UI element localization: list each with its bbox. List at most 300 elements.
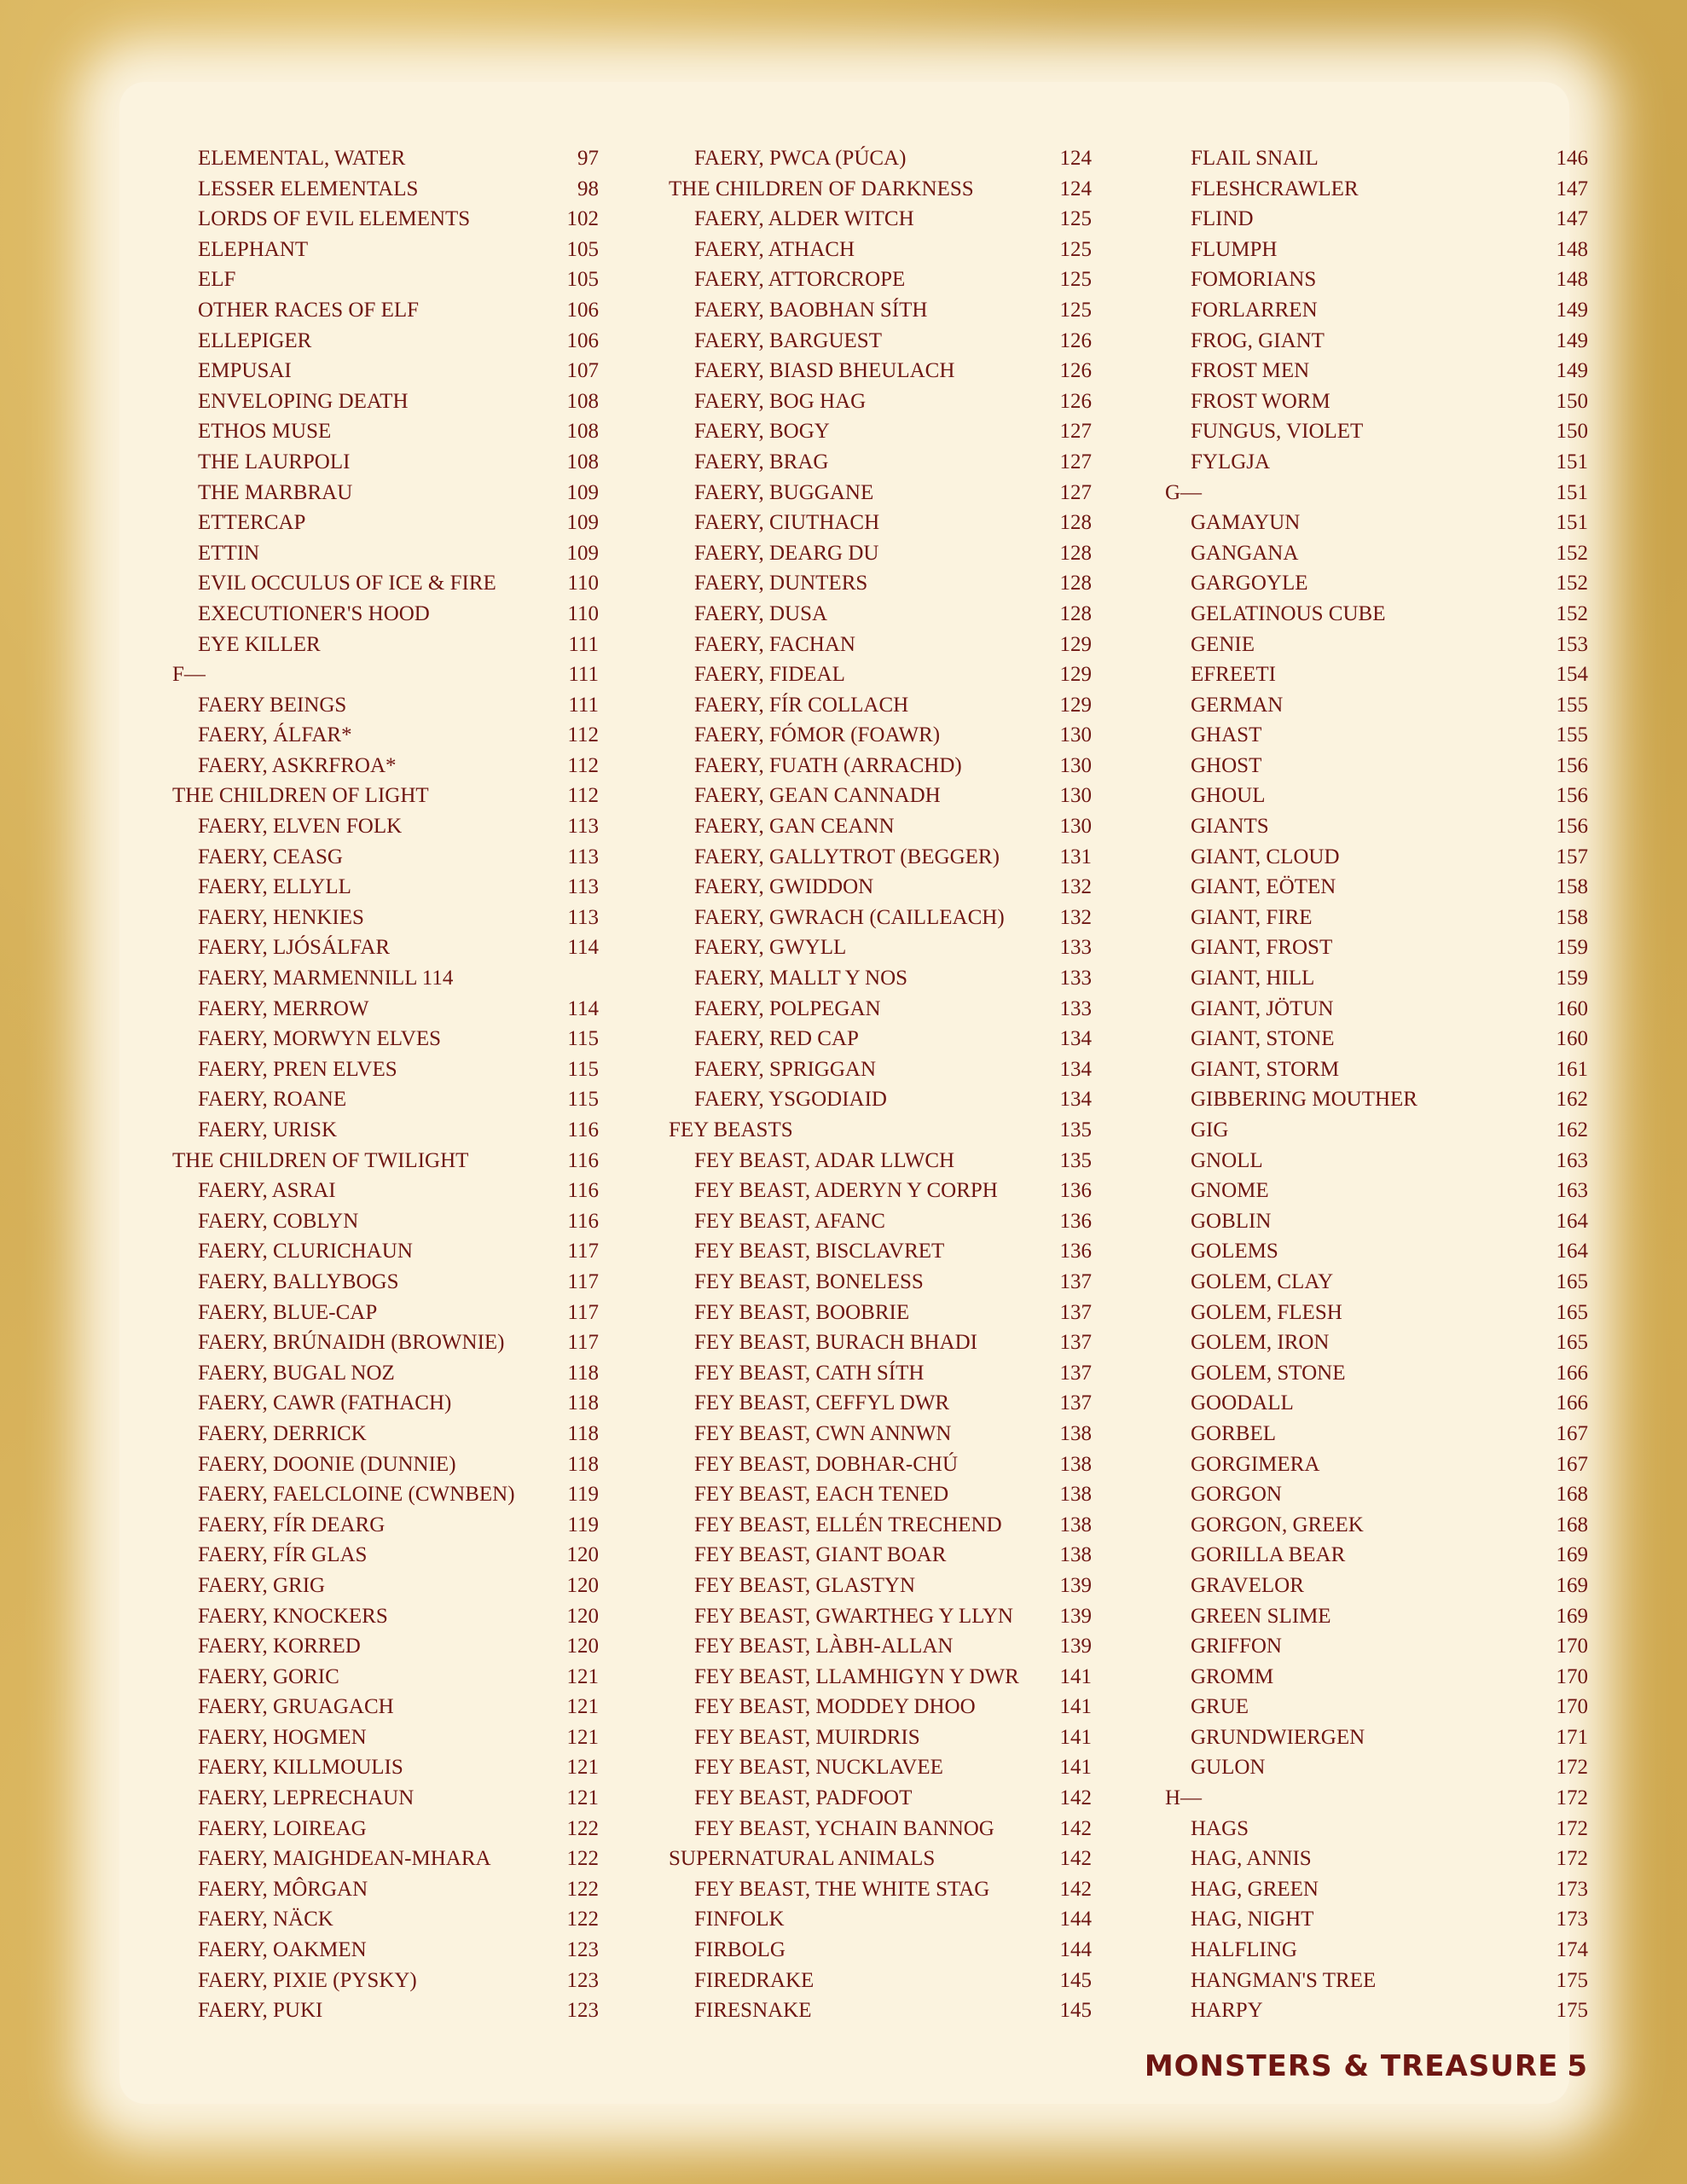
entry-page-number: 130 <box>1059 815 1092 839</box>
index-entry <box>172 1995 599 2026</box>
index-entry <box>1165 174 1588 205</box>
entry-name: ETHOS MUSE <box>198 420 332 444</box>
index-entry <box>669 1935 1092 1966</box>
entry-page-number: 164 <box>1556 1240 1588 1263</box>
entry-name: GOODALL <box>1191 1391 1294 1415</box>
index-heading <box>172 781 599 811</box>
entry-page-number: 109 <box>566 511 599 535</box>
entry-name: FROST WORM <box>1191 389 1330 413</box>
index-heading <box>1165 1783 1588 1814</box>
entry-name: FEY BEAST, LLAMHIGYN Y DWR <box>694 1664 1019 1688</box>
entry-name: THE MARBRAU <box>198 480 353 504</box>
entry-name: FEY BEAST, BISCLAVRET <box>694 1240 945 1263</box>
index-entry <box>669 264 1092 295</box>
entry-name: FEY BEAST, BURACH BHADI <box>694 1331 977 1355</box>
index-entry <box>669 1874 1092 1905</box>
index-entry <box>172 478 599 508</box>
entry-page-number: 145 <box>1059 1999 1092 2023</box>
index-entry <box>669 1479 1092 1510</box>
entry-page-number: 136 <box>1059 1240 1092 1263</box>
index-entry <box>1165 842 1588 873</box>
entry-page-number: 120 <box>566 1604 599 1628</box>
entry-page-number: 149 <box>1556 328 1588 352</box>
index-entry <box>172 720 599 751</box>
entry-page-number: 126 <box>1059 389 1092 413</box>
entry-page-number: 173 <box>1556 1908 1588 1931</box>
entry-name: FAERY, PWCA (PÚCA) <box>694 147 907 170</box>
index-entry <box>172 1358 599 1389</box>
entry-name: GIANT, STORM <box>1191 1057 1340 1081</box>
entry-page-number: 116 <box>567 1179 599 1203</box>
index-entry <box>669 235 1092 265</box>
index-entry <box>172 1267 599 1298</box>
index-entry <box>172 1844 599 1874</box>
entry-name: GORILLA BEAR <box>1191 1543 1346 1567</box>
entry-page-number: 116 <box>567 1118 599 1141</box>
index-entry <box>1165 508 1588 538</box>
index-entry <box>172 1206 599 1237</box>
entry-page-number: 111 <box>568 663 599 687</box>
index-entry <box>669 1692 1092 1722</box>
entry-name: FAERY, GWYLL <box>694 936 847 960</box>
index-entry <box>1165 1449 1588 1480</box>
entry-page-number: 121 <box>566 1695 599 1719</box>
entry-name: FEY BEAST, BONELESS <box>694 1269 924 1293</box>
entry-page-number: 131 <box>1059 845 1092 868</box>
entry-page-number: 108 <box>566 389 599 413</box>
index-column-1 <box>172 143 599 2026</box>
entry-name: FAERY BEINGS <box>198 693 347 717</box>
index-entry <box>669 872 1092 903</box>
entry-page-number: 142 <box>1059 1786 1092 1810</box>
entry-page-number: 111 <box>568 693 599 717</box>
entry-name: FAERY, ASKRFROA* <box>198 753 397 777</box>
entry-name: FAERY, URISK <box>198 1118 338 1141</box>
entry-name: EVIL OCCULUS OF ICE & FIRE <box>198 572 496 595</box>
entry-page-number: 113 <box>567 905 599 929</box>
index-entry <box>669 1510 1092 1541</box>
index-entry <box>172 1388 599 1419</box>
index-entry <box>1165 1084 1588 1115</box>
entry-page-number: 106 <box>566 328 599 352</box>
entry-name: G— <box>1165 480 1203 504</box>
entry-name: FAERY, FAELCLOINE (CWNBEN) <box>198 1483 515 1507</box>
entry-name: GIANT, STONE <box>1191 1027 1335 1051</box>
entry-page-number: 173 <box>1556 1877 1588 1901</box>
entry-page-number: 138 <box>1059 1543 1092 1567</box>
entry-page-number: 118 <box>567 1452 599 1476</box>
entry-name: FAERY, KNOCKERS <box>198 1604 388 1628</box>
index-heading <box>1165 478 1588 508</box>
entry-name: FAERY, MERROW <box>198 996 369 1020</box>
entry-name: FAERY, PIXIE (PYSKY) <box>198 1968 417 1992</box>
index-entry <box>1165 295 1588 326</box>
index-entry <box>1165 356 1588 386</box>
entry-name: FAERY, BIASD BHEULACH <box>694 359 955 383</box>
entry-page-number: 114 <box>567 936 599 960</box>
index-entry <box>1165 326 1588 357</box>
index-entry <box>669 720 1092 751</box>
entry-page-number: 120 <box>566 1573 599 1597</box>
entry-name: FIRESNAKE <box>694 1999 812 2023</box>
entry-name: FAERY, COBLYN <box>198 1209 359 1233</box>
index-entry <box>669 386 1092 417</box>
entry-page-number: 122 <box>566 1877 599 1901</box>
entry-page-number: 115 <box>567 1027 599 1051</box>
entry-page-number: 168 <box>1556 1483 1588 1507</box>
entry-name: FAERY, YSGODIAID <box>694 1088 887 1112</box>
entry-name: FIRBOLG <box>694 1938 786 1962</box>
entry-page-number: 172 <box>1556 1756 1588 1780</box>
entry-page-number: 160 <box>1556 1027 1588 1051</box>
entry-name: FEY BEAST, AFANC <box>694 1209 885 1233</box>
entry-page-number: 165 <box>1556 1331 1588 1355</box>
index-entry <box>172 842 599 873</box>
entry-name: FEY BEAST, GIANT BOAR <box>694 1543 947 1567</box>
entry-page-number: 163 <box>1556 1148 1588 1172</box>
entry-page-number: 147 <box>1556 207 1588 231</box>
index-entry <box>669 659 1092 690</box>
entry-page-number: 137 <box>1059 1391 1092 1415</box>
entry-name: GELATINOUS CUBE <box>1191 601 1386 625</box>
entry-name: GERMAN <box>1191 693 1284 717</box>
entry-page-number: 157 <box>1556 845 1588 868</box>
entry-page-number: 112 <box>567 784 599 808</box>
entry-page-number: 161 <box>1556 1057 1588 1081</box>
entry-name: GRIFFON <box>1191 1635 1282 1658</box>
entry-page-number: 171 <box>1556 1725 1588 1749</box>
entry-name: FEY BEAST, CATH SÍTH <box>694 1361 925 1385</box>
entry-name: FOMORIANS <box>1191 268 1317 292</box>
entry-name: FAERY, BUGGANE <box>694 480 874 504</box>
index-entry <box>172 174 599 205</box>
entry-name: FAERY, CIUTHACH <box>694 511 880 535</box>
entry-page-number: 137 <box>1059 1361 1092 1385</box>
entry-page-number: 105 <box>566 237 599 261</box>
entry-page-number: 145 <box>1059 1968 1092 1992</box>
index-entry <box>172 903 599 933</box>
entry-page-number: 128 <box>1059 572 1092 595</box>
entry-name: FAERY, KILLMOULIS <box>198 1756 403 1780</box>
entry-name: FEY BEAST, YCHAIN BANNOG <box>694 1816 994 1840</box>
index-entry <box>172 994 599 1025</box>
index-entry <box>1165 204 1588 235</box>
index-entry <box>669 932 1092 963</box>
index-heading <box>172 1146 599 1176</box>
entry-name: GIANT, JÖTUN <box>1191 996 1334 1020</box>
entry-page-number: 102 <box>566 207 599 231</box>
index-entry <box>172 630 599 660</box>
entry-name: FAERY, OAKMEN <box>198 1938 367 1962</box>
index-entry <box>669 1662 1092 1693</box>
index-entry <box>669 538 1092 569</box>
entry-name: FAERY, FÓMOR (FOAWR) <box>694 723 941 747</box>
entry-page-number: 138 <box>1059 1513 1092 1536</box>
entry-name: HAG, GREEN <box>1191 1877 1319 1901</box>
entry-name: EMPUSAI <box>198 359 292 383</box>
entry-name: ETTIN <box>198 541 260 565</box>
index-entry <box>172 1571 599 1601</box>
entry-page-number: 138 <box>1059 1452 1092 1476</box>
entry-name: FAERY, MAIGHDEAN-MHARA <box>198 1847 491 1871</box>
entry-name: GOLEM, STONE <box>1191 1361 1346 1385</box>
entry-name: GOLEM, IRON <box>1191 1331 1330 1355</box>
entry-page-number: 166 <box>1556 1391 1588 1415</box>
index-entry <box>172 1814 599 1844</box>
entry-page-number: 141 <box>1059 1664 1092 1688</box>
index-entry <box>172 264 599 295</box>
index-entry <box>669 416 1092 447</box>
entry-page-number: 117 <box>567 1300 599 1324</box>
entry-page-number: 156 <box>1556 753 1588 777</box>
index-entry <box>1165 630 1588 660</box>
entry-name: HALFLING <box>1191 1938 1297 1962</box>
entry-name: FAERY, DOONIE (DUNNIE) <box>198 1452 456 1476</box>
entry-page-number: 133 <box>1059 996 1092 1020</box>
index-entry <box>172 508 599 538</box>
index-entry <box>669 1054 1092 1085</box>
entry-page-number: 136 <box>1059 1179 1092 1203</box>
entry-name: FAERY, HENKIES <box>198 905 364 929</box>
entry-name: GNOME <box>1191 1179 1269 1203</box>
index-entry <box>172 1115 599 1146</box>
entry-page-number: 123 <box>566 1999 599 2023</box>
index-entry <box>669 1298 1092 1328</box>
entry-page-number: 142 <box>1059 1816 1092 1840</box>
entry-page-number: 152 <box>1556 601 1588 625</box>
entry-page-number: 130 <box>1059 723 1092 747</box>
entry-name: FAERY, ÁLFAR* <box>198 723 352 747</box>
entry-name: LESSER ELEMENTALS <box>198 177 419 200</box>
entry-page-number: 158 <box>1556 905 1588 929</box>
entry-name: FAERY, DERRICK <box>198 1421 367 1445</box>
entry-page-number: 155 <box>1556 693 1588 717</box>
index-entry <box>669 1601 1092 1632</box>
entry-name: FEY BEAST, CEFFYL DWR <box>694 1391 950 1415</box>
entry-name: ENVELOPING DEATH <box>198 389 409 413</box>
index-entry <box>172 1540 599 1571</box>
index-entry <box>172 1084 599 1115</box>
entry-page-number: 139 <box>1059 1635 1092 1658</box>
index-entry <box>172 1024 599 1054</box>
entry-page-number: 109 <box>566 541 599 565</box>
entry-name: GHOST <box>1191 753 1262 777</box>
index-entry <box>172 751 599 781</box>
index-entry <box>669 1966 1092 1996</box>
entry-name: GNOLL <box>1191 1148 1263 1172</box>
entry-name: FAERY, NÄCK <box>198 1908 333 1931</box>
entry-page-number: 125 <box>1059 237 1092 261</box>
entry-page-number: 106 <box>566 298 599 322</box>
index-entry <box>172 1631 599 1662</box>
entry-name: ELF <box>198 268 236 292</box>
entry-name: GIANT, FROST <box>1191 936 1333 960</box>
entry-page-number: 159 <box>1556 936 1588 960</box>
entry-page-number: 137 <box>1059 1269 1092 1293</box>
entry-page-number: 120 <box>566 1543 599 1567</box>
index-entry <box>669 1783 1092 1814</box>
entry-name: ELLEPIGER <box>198 328 312 352</box>
entry-name: FAERY, BALLYBOGS <box>198 1269 399 1293</box>
entry-name: FYLGJA <box>1191 450 1271 473</box>
entry-page-number: 156 <box>1556 815 1588 839</box>
entry-name: FEY BEAST, ADAR LLWCH <box>694 1148 955 1172</box>
entry-page-number: 116 <box>567 1148 599 1172</box>
index-entry <box>172 538 599 569</box>
entry-page-number: 163 <box>1556 1179 1588 1203</box>
entry-page-number: 125 <box>1059 268 1092 292</box>
entry-name: FAERY, PREN ELVES <box>198 1057 397 1081</box>
index-entry <box>172 447 599 478</box>
entry-name: GIANT, EÖTEN <box>1191 875 1336 899</box>
page-footer <box>1145 2049 1588 2083</box>
index-heading <box>669 174 1092 205</box>
entry-page-number: 126 <box>1059 359 1092 383</box>
book-title: MONSTERS & TREASURE <box>1144 2049 1559 2083</box>
entry-page-number: 160 <box>1556 996 1588 1020</box>
index-entry <box>669 751 1092 781</box>
index-entry <box>172 1236 599 1267</box>
entry-name: THE LAURPOLI <box>198 450 351 473</box>
entry-page-number: 152 <box>1556 572 1588 595</box>
index-entry <box>172 1783 599 1814</box>
index-entry <box>669 356 1092 386</box>
entry-name: FAERY, ROANE <box>198 1088 347 1112</box>
entry-page-number: 150 <box>1556 420 1588 444</box>
entry-page-number: 170 <box>1556 1664 1588 1688</box>
entry-name: GOBLIN <box>1191 1209 1272 1233</box>
entry-page-number: 137 <box>1059 1300 1092 1324</box>
entry-name: FEY BEAST, MUIRDRIS <box>694 1725 920 1749</box>
entry-page-number: 127 <box>1059 450 1092 473</box>
index-entry <box>1165 1419 1588 1449</box>
entry-name: GIANT, HILL <box>1191 967 1315 990</box>
index-entry <box>1165 994 1588 1025</box>
entry-page-number: 129 <box>1059 663 1092 687</box>
entry-page-number: 124 <box>1059 147 1092 170</box>
entry-page-number: 155 <box>1556 723 1588 747</box>
index-entry <box>172 1662 599 1693</box>
index-entry <box>172 143 599 174</box>
index-entry <box>669 568 1092 599</box>
index-entry <box>172 872 599 903</box>
index-entry <box>1165 963 1588 994</box>
index-entry <box>669 1388 1092 1419</box>
index-entry <box>1165 1722 1588 1753</box>
entry-name: EYE KILLER <box>198 632 321 656</box>
entry-page-number: 135 <box>1059 1148 1092 1172</box>
index-entry <box>1165 1236 1588 1267</box>
entry-name: GIANT, FIRE <box>1191 905 1313 929</box>
entry-page-number: 111 <box>568 632 599 656</box>
entry-page-number: 174 <box>1556 1938 1588 1962</box>
index-entry <box>172 932 599 963</box>
index-entry <box>1165 447 1588 478</box>
index-entry <box>1165 1874 1588 1905</box>
entry-name: FAERY, POLPEGAN <box>694 996 881 1020</box>
entry-page-number: 169 <box>1556 1604 1588 1628</box>
index-entry <box>172 386 599 417</box>
entry-name: FAERY, BOG HAG <box>694 389 867 413</box>
index-entry <box>669 1540 1092 1571</box>
entry-page-number: 122 <box>566 1816 599 1840</box>
entry-name: FAERY, BRÚNAIDH (BROWNIE) <box>198 1331 505 1355</box>
entry-page-number: 116 <box>567 1209 599 1233</box>
index-entry <box>172 599 599 630</box>
index-heading <box>669 1844 1092 1874</box>
entry-name: EXECUTIONER'S HOOD <box>198 601 430 625</box>
index-entry <box>1165 1814 1588 1844</box>
index-entry <box>1165 1115 1588 1146</box>
entry-name: F— <box>172 663 206 687</box>
index-entry <box>1165 1298 1588 1328</box>
entry-name: FEY BEAST, PADFOOT <box>694 1786 913 1810</box>
entry-name: FORLARREN <box>1191 298 1318 322</box>
entry-page-number: 142 <box>1059 1877 1092 1901</box>
entry-name: ETTERCAP <box>198 511 306 535</box>
index-entry <box>172 1752 599 1783</box>
entry-page-number: 175 <box>1556 1968 1588 1992</box>
index-entry <box>1165 1206 1588 1237</box>
entry-name: FAERY, GAN CEANN <box>694 815 895 839</box>
entry-page-number: 141 <box>1059 1725 1092 1749</box>
index-entry <box>669 1814 1092 1844</box>
index-entry <box>1165 143 1588 174</box>
entry-page-number: 113 <box>567 875 599 899</box>
index-entry <box>1165 1935 1588 1966</box>
entry-page-number: 128 <box>1059 511 1092 535</box>
entry-page-number: 167 <box>1556 1452 1588 1476</box>
entry-page-number: 121 <box>566 1664 599 1688</box>
index-entry <box>669 994 1092 1025</box>
entry-name: HARPY <box>1191 1999 1263 2023</box>
index-entry <box>172 1966 599 1996</box>
index-entry <box>669 1206 1092 1237</box>
entry-page-number: 132 <box>1059 905 1092 929</box>
index-entry <box>1165 932 1588 963</box>
entry-name: FAERY, BARGUEST <box>694 328 882 352</box>
index-entry <box>1165 1692 1588 1722</box>
entry-name: GARGOYLE <box>1191 572 1308 595</box>
entry-name: GIBBERING MOUTHER <box>1191 1088 1417 1112</box>
index-entry <box>669 1236 1092 1267</box>
index-entry <box>1165 1752 1588 1783</box>
entry-page-number: 136 <box>1059 1209 1092 1233</box>
entry-page-number: 109 <box>566 480 599 504</box>
index-entry <box>1165 811 1588 842</box>
index-entry <box>172 204 599 235</box>
entry-page-number: 151 <box>1556 511 1588 535</box>
entry-page-number: 124 <box>1059 177 1092 200</box>
index-entry <box>669 143 1092 174</box>
entry-name: FEY BEAST, LÀBH-ALLAN <box>694 1635 954 1658</box>
entry-page-number: 113 <box>567 815 599 839</box>
index-entry <box>669 1449 1092 1480</box>
entry-name: GOLEM, FLESH <box>1191 1300 1342 1324</box>
index-entry <box>669 1327 1092 1358</box>
entry-name: FUNGUS, VIOLET <box>1191 420 1364 444</box>
index-entry <box>1165 416 1588 447</box>
index-entry <box>1165 1601 1588 1632</box>
index-entry <box>669 1722 1092 1753</box>
index-entry <box>669 1904 1092 1935</box>
index-entry <box>1165 599 1588 630</box>
entry-name: GIANT, CLOUD <box>1191 845 1340 868</box>
index-entry <box>1165 1388 1588 1419</box>
entry-page-number: 128 <box>1059 541 1092 565</box>
entry-page-number: 151 <box>1556 450 1588 473</box>
entry-page-number: 149 <box>1556 359 1588 383</box>
